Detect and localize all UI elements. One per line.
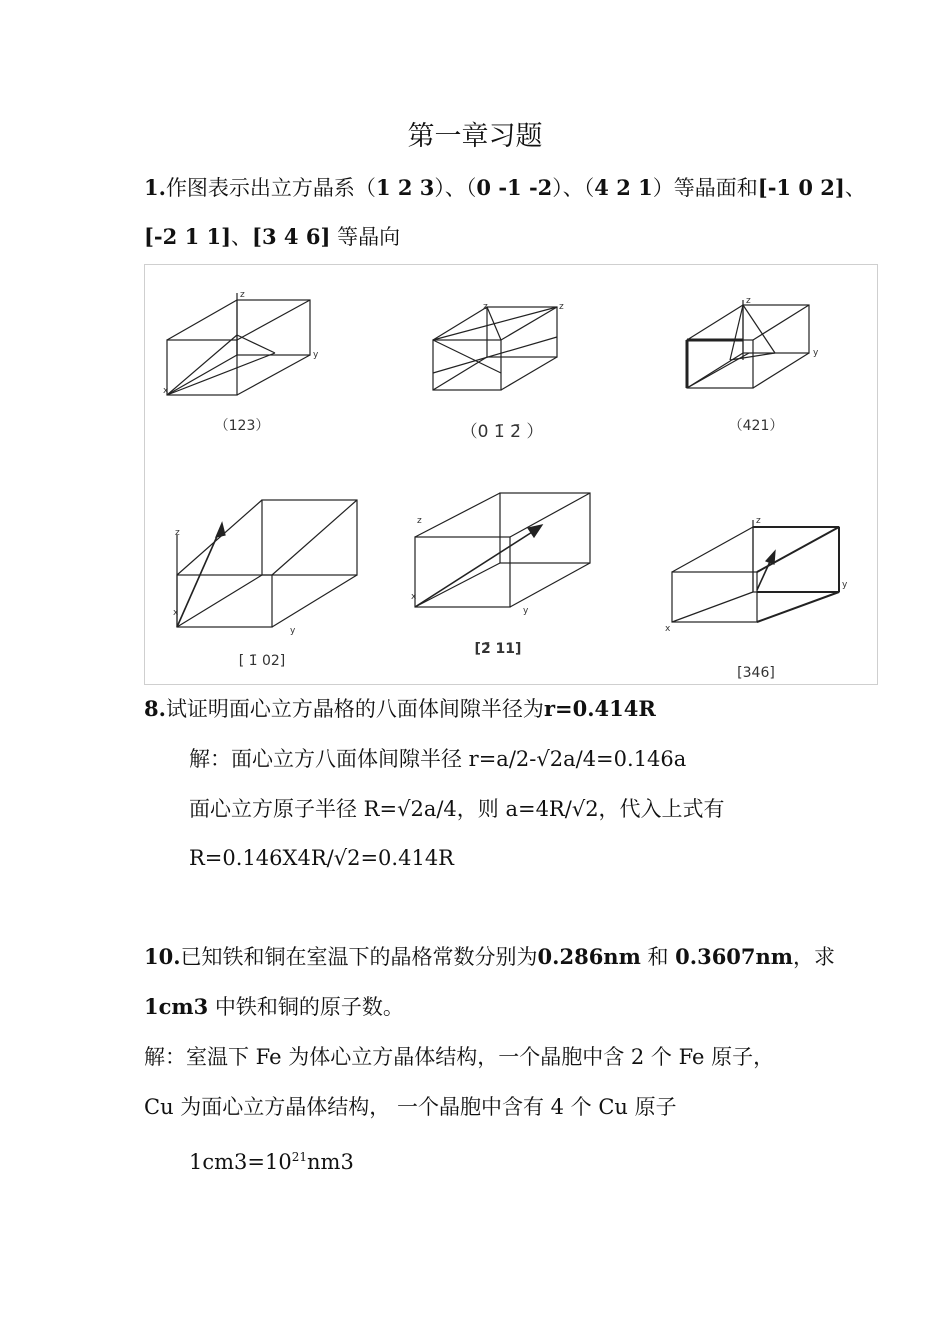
axis-x-label: x bbox=[163, 386, 169, 396]
q10-sol3-b: nm3 bbox=[307, 1150, 354, 1174]
question-10-line-1 bbox=[144, 942, 835, 972]
question-number: 10. bbox=[144, 944, 181, 969]
q10-text: 和 bbox=[640, 945, 676, 969]
axis-x-label: x bbox=[665, 624, 671, 634]
axis-y-label: y bbox=[290, 626, 296, 636]
q1-text: 等晶向 bbox=[330, 225, 401, 249]
axis-y-label: y bbox=[523, 606, 529, 616]
q10-sol3-a: 1cm3=10 bbox=[189, 1150, 292, 1174]
caption-421: （421） bbox=[728, 418, 784, 434]
question-8 bbox=[144, 694, 656, 724]
q8-solution-1: 解：面心立方八面体间隙半径 r=a/2-√2a/4=0.146a bbox=[189, 747, 687, 771]
q8-solution-2: 面心立方原子半径 R=√2a/4，则 a=4R/√2，代入上式有 bbox=[189, 797, 725, 821]
q10-text: 已知铁和铜在室温下的晶格常数分别为 bbox=[180, 945, 538, 969]
cell-421 bbox=[687, 300, 809, 388]
direction-346: [3 4 6] bbox=[252, 224, 331, 249]
q10-solution-3 bbox=[189, 1142, 354, 1177]
axis-z-label: z bbox=[746, 296, 751, 306]
axis-x-label: x bbox=[411, 592, 417, 602]
axis-z-label: z bbox=[559, 302, 564, 312]
question-10-line-2 bbox=[144, 992, 404, 1022]
q10-solution-2: Cu 为面心立方晶体结构， 一个晶胞中含有 4 个 Cu 原子 bbox=[144, 1095, 677, 1119]
cell-346 bbox=[672, 520, 839, 622]
caption-012: （0 1̄ 2̄ ） bbox=[460, 422, 544, 442]
axis-z-label: z bbox=[417, 516, 422, 526]
cell-102 bbox=[177, 500, 357, 627]
cell-012 bbox=[433, 307, 557, 390]
caption-346: [346] bbox=[737, 665, 775, 681]
volume-unit: 1cm3 bbox=[144, 994, 209, 1019]
plane-123: 1 2 3 bbox=[375, 175, 435, 200]
separator: 、 bbox=[231, 225, 253, 249]
axis-y-label: y bbox=[313, 350, 319, 360]
caption-102: [ 1̄ 02] bbox=[238, 653, 286, 669]
cell-211 bbox=[415, 493, 590, 607]
crystal-figure bbox=[144, 264, 878, 685]
axis-x-label: x bbox=[173, 608, 179, 618]
q8-text: 试证明面心立方晶格的八面体间隙半径为 bbox=[165, 697, 544, 721]
cell-123 bbox=[167, 293, 310, 395]
q10-text: 中铁和铜的原子数。 bbox=[208, 995, 404, 1019]
q10-text: ，求 bbox=[793, 945, 836, 969]
question-1-line-1 bbox=[144, 173, 866, 203]
caption-123: （123） bbox=[214, 418, 270, 434]
page-title: 第一章习题 bbox=[407, 121, 543, 152]
axis-z-label: z bbox=[175, 528, 180, 538]
plane-0-1-2: 0 -1 -2 bbox=[476, 175, 553, 200]
q1-text: 作图表示出立方晶系（ bbox=[165, 176, 376, 200]
question-number: 1. bbox=[144, 175, 166, 200]
question-number: 8. bbox=[144, 696, 166, 721]
separator: ）、（ bbox=[552, 176, 595, 200]
axis-z-label: z bbox=[756, 516, 761, 526]
axis-y-label: y bbox=[813, 348, 819, 358]
q10-exponent: 21 bbox=[291, 1150, 307, 1164]
caption-211: [2̄ 11] bbox=[474, 641, 522, 657]
separator: 、 bbox=[844, 176, 866, 200]
q10-solution-1: 解：室温下 Fe 为体心立方晶体结构，一个晶胞中含 2 个 Fe 原子， bbox=[144, 1045, 775, 1069]
axis-y-label: y bbox=[842, 580, 848, 590]
direction-102: [-1 0 2] bbox=[757, 175, 845, 200]
q8-result: r=0.414R bbox=[543, 696, 656, 721]
axis-z-label: z bbox=[240, 290, 245, 300]
cu-lattice-constant: 0.3607nm bbox=[675, 944, 794, 969]
axis-z-label: z bbox=[483, 302, 488, 312]
plane-421: 4 2 1 bbox=[594, 175, 653, 200]
question-1-line-2 bbox=[144, 222, 400, 252]
q8-solution-3: R=0.146X4R/√2=0.414R bbox=[189, 846, 454, 870]
separator: ）、（ bbox=[434, 176, 477, 200]
q1-text: ）等晶面和 bbox=[652, 176, 758, 200]
crystal-diagrams bbox=[145, 265, 879, 686]
fe-lattice-constant: 0.286nm bbox=[537, 944, 641, 969]
direction-211: [-2 1 1] bbox=[144, 224, 232, 249]
